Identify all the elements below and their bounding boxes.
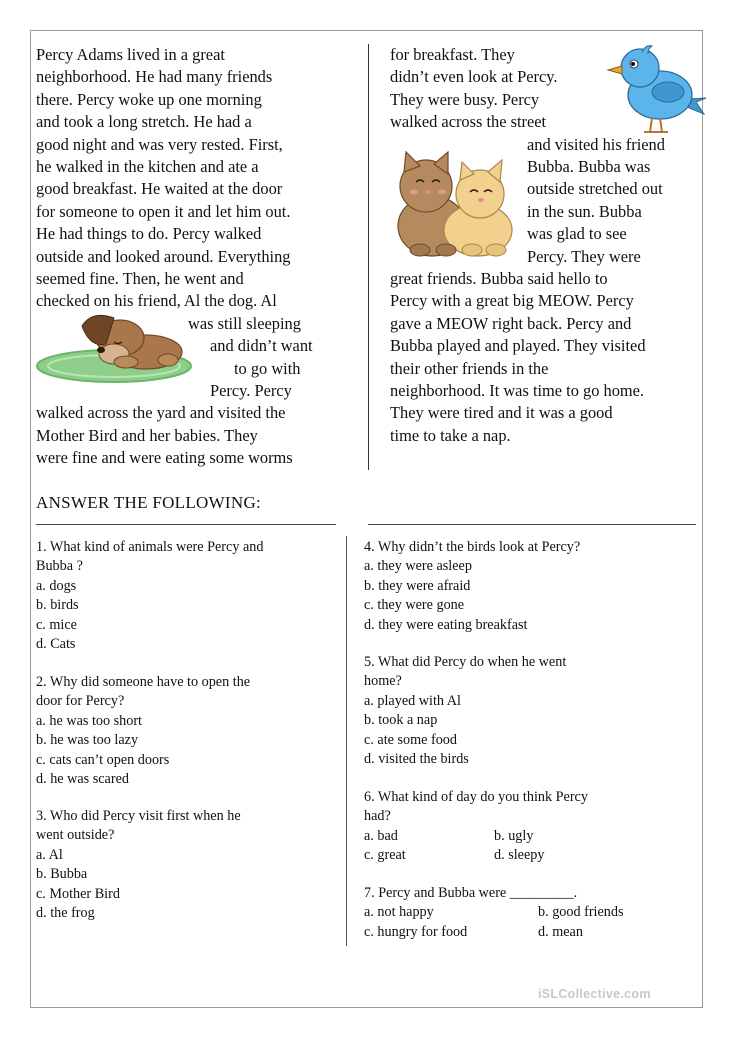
answer-option: c. mice [36, 616, 77, 633]
answer-option: c. great [364, 847, 406, 864]
story-line: Percy. Percy [210, 381, 292, 400]
answer-option: b. birds [36, 597, 79, 614]
answer-option: d. he was scared [36, 771, 129, 787]
story-line: gave a MEOW right back. Percy and [390, 313, 632, 333]
questions-column-divider [346, 536, 347, 946]
story-line: time to take a nap. [390, 425, 511, 445]
question-text: 5. What did Percy do when he went [364, 654, 567, 670]
story-line: Percy Adams lived in a great [36, 45, 225, 64]
question-text: had? [364, 808, 391, 825]
answer-option: a. they were asleep [364, 558, 472, 575]
story-line: seemed fine. Then, he went and [36, 269, 244, 288]
story-line: They were tired and it was a good [390, 403, 613, 423]
question-text: Bubba ? [36, 558, 83, 575]
answer-option: d. the frog [36, 905, 95, 921]
story-line: Percy with a great big MEOW. Percy [390, 291, 634, 311]
story-line: Mother Bird and her babies. They [36, 425, 258, 445]
story-line: there. Percy woke up one morning [36, 89, 262, 109]
story-line: Bubba. Bubba was [527, 157, 651, 176]
sleeping-dog-illustration [34, 308, 194, 384]
answer-option: d. mean [538, 923, 583, 940]
answer-option: d. sleepy [494, 847, 545, 864]
answer-option: c. cats can’t open doors [36, 751, 170, 768]
question-text: home? [364, 673, 402, 690]
watermark: iSLCollective.com [538, 987, 651, 1001]
answer-option: b. took a nap [364, 712, 438, 729]
story-line: for breakfast. They [390, 45, 515, 64]
story-line: checked on his friend, Al the dog. Al [36, 291, 277, 311]
story-line: Bubba played and played. They visited [390, 336, 646, 356]
answer-option: d. Cats [36, 636, 76, 652]
story-line: were fine and were eating some worms [36, 448, 293, 468]
answer-option: a. Al [36, 846, 63, 863]
story-line: didn’t even look at Percy. [390, 67, 558, 87]
question-text: 4. Why didn’t the birds look at Percy? [364, 539, 581, 555]
story-line: in the sun. Bubba [527, 201, 642, 221]
story-line: neighborhood. He had many friends [36, 67, 273, 87]
story-line: he walked in the kitchen and ate a [36, 157, 259, 176]
question-text: 7. Percy and Bubba were _________. [364, 885, 578, 901]
answer-option: b. he was too lazy [36, 732, 139, 749]
question-text: 2. Why did someone have to open the [36, 674, 251, 690]
story-line: for someone to open it and let him out. [36, 201, 291, 221]
answer-option: a. played with Al [364, 692, 461, 709]
answer-option: b. ugly [494, 827, 534, 844]
story-line: good night and was very rested. First, [36, 134, 283, 154]
question-text: 6. What kind of day do you think Percy [364, 789, 588, 805]
answer-option: a. bad [364, 827, 398, 844]
story-line: good breakfast. He waited at the door [36, 179, 283, 199]
answer-option: a. not happy [364, 904, 434, 921]
story-line: Percy. They were [527, 246, 641, 266]
story-line: and visited his friend [527, 134, 665, 154]
story-line: neighborhood. It was time to go home. [390, 381, 645, 400]
story-line: great friends. Bubba said hello to [390, 269, 608, 288]
story-line: was glad to see [527, 224, 627, 244]
question-text: 1. What kind of animals were Percy and [36, 539, 264, 555]
heading-rule-right [368, 524, 696, 525]
answer-option: c. they were gone [364, 597, 465, 614]
story-line: and took a long stretch. He had a [36, 112, 252, 132]
cats-illustration [384, 150, 524, 258]
answer-option: a. he was too short [36, 712, 142, 729]
answer-option: c. hungry for food [364, 923, 468, 940]
story-line: He had things to do. Percy walked [36, 224, 262, 244]
question-text: went outside? [36, 827, 115, 844]
answer-option: d. they were eating breakfast [364, 616, 528, 633]
story-line: and didn’t want [210, 336, 313, 356]
answer-option: b. good friends [538, 904, 624, 921]
answer-option: a. dogs [36, 577, 77, 594]
answer-option: b. they were afraid [364, 577, 471, 594]
heading-rule-left [36, 524, 336, 525]
story-line: outside stretched out [527, 179, 663, 199]
answer-option: d. visited the birds [364, 751, 469, 767]
question-text: 3. Who did Percy visit first when he [36, 808, 241, 824]
story-line: their other friends in the [390, 358, 549, 378]
question-text: door for Percy? [36, 693, 125, 710]
story-line: outside and looked around. Everything [36, 246, 291, 266]
story-line: walked across the street [390, 112, 547, 132]
story-line: walked across the yard and visited the [36, 403, 286, 423]
story-line: to go with [234, 358, 301, 378]
answer-option: b. Bubba [36, 866, 88, 883]
story-line: They were busy. Percy [390, 89, 540, 109]
blue-bird-illustration [600, 40, 710, 136]
story-column-divider [368, 44, 369, 470]
answer-option: c. ate some food [364, 731, 457, 748]
story-line: was still sleeping [188, 313, 301, 333]
answer-heading: ANSWER THE FOLLOWING: [36, 493, 262, 512]
answer-option: c. Mother Bird [36, 885, 120, 902]
